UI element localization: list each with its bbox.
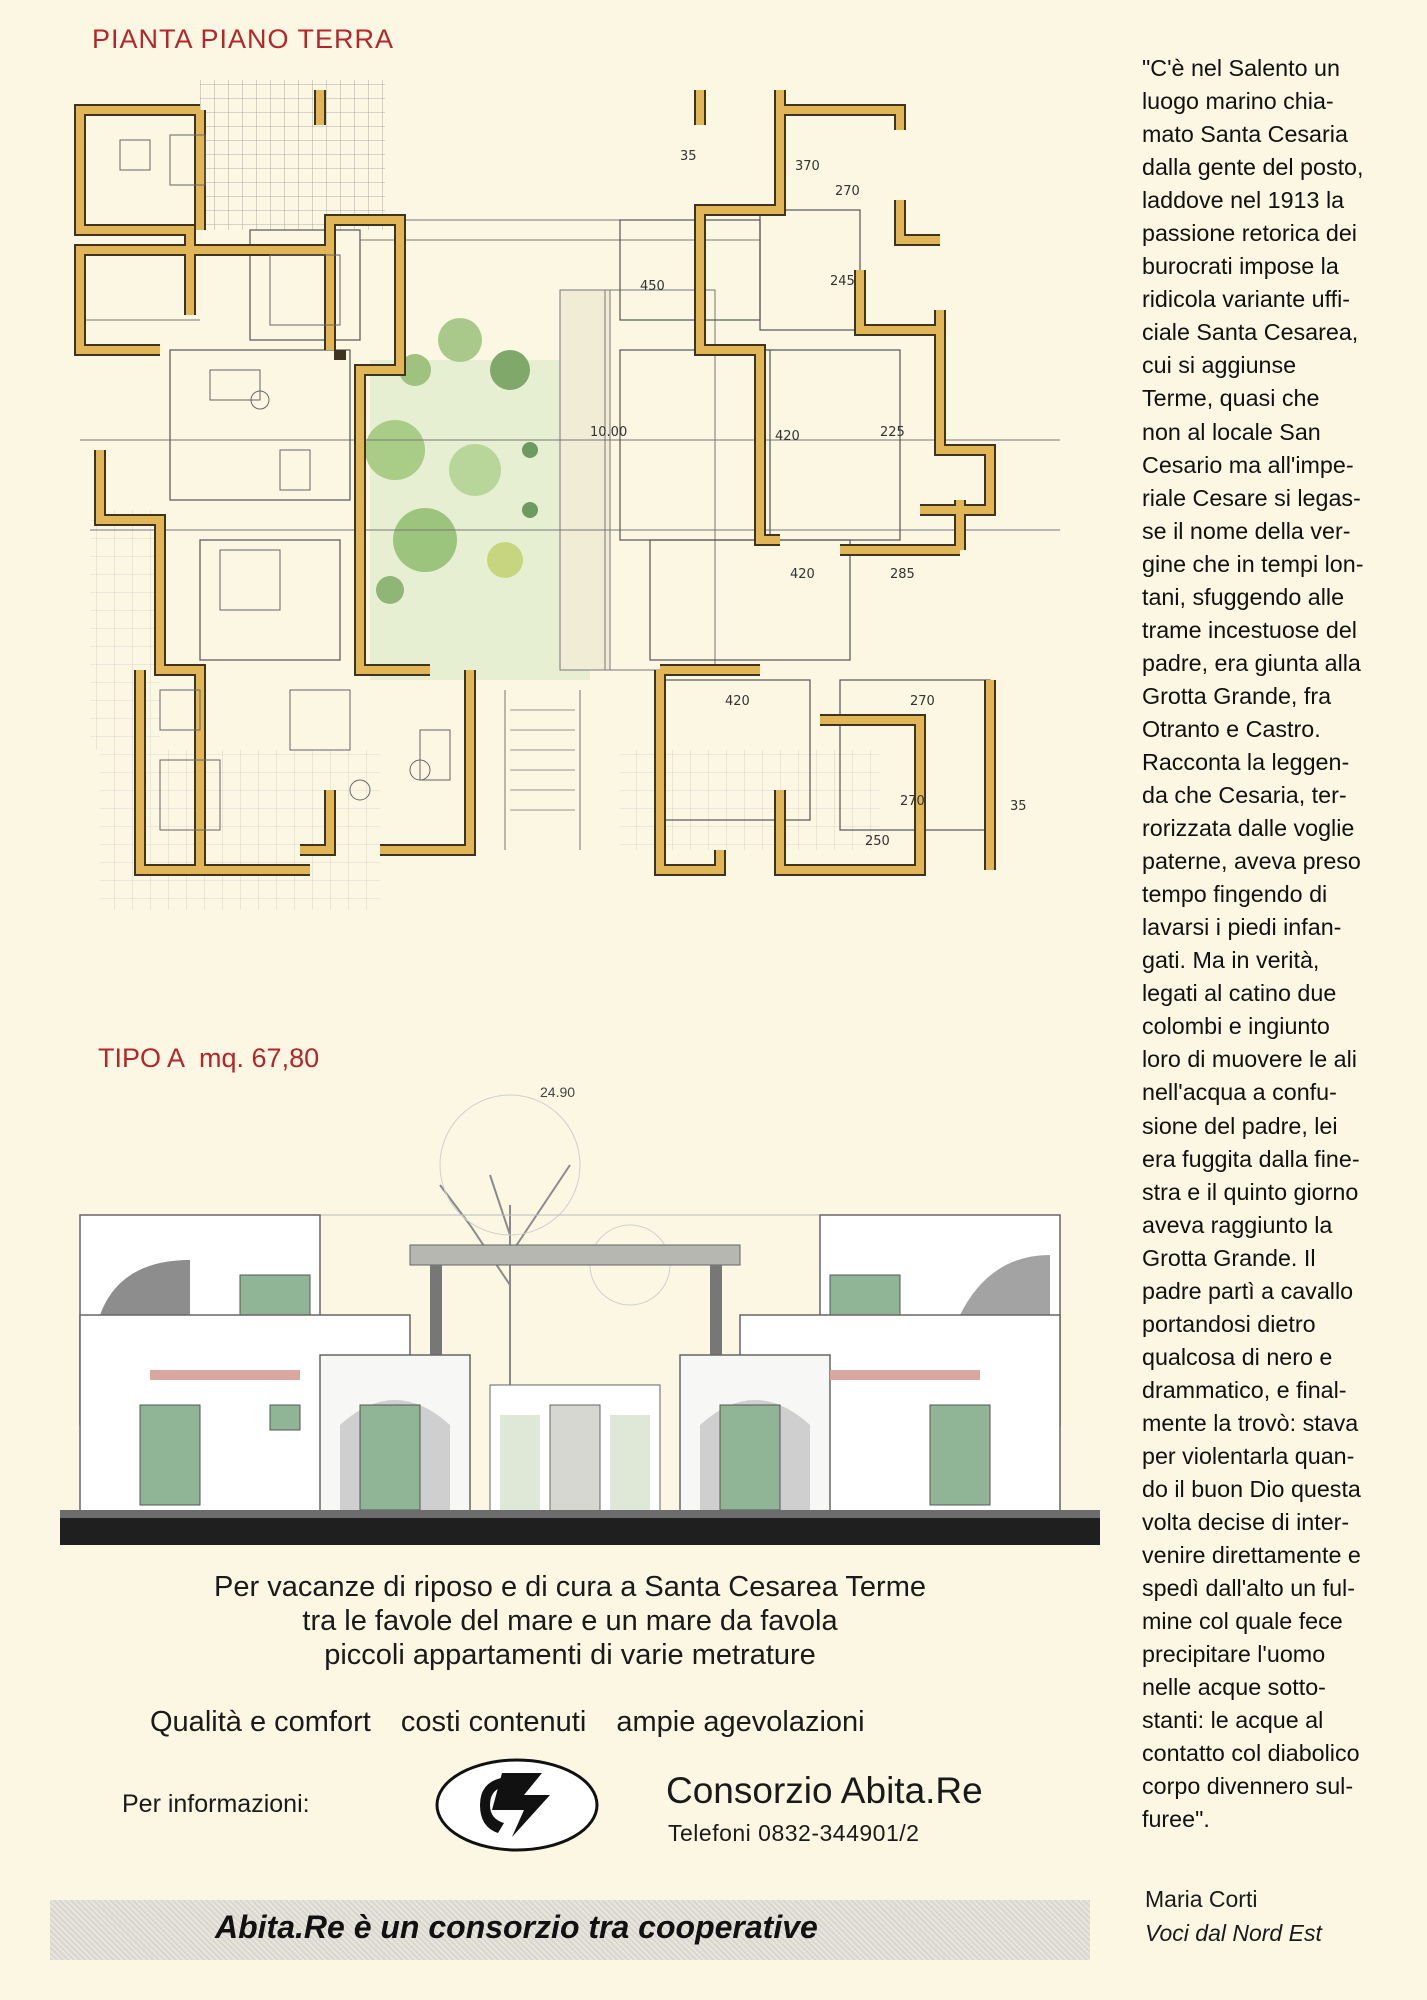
quote-line: padre partì a cavallo [1142, 1277, 1354, 1304]
dim-label: 285 [890, 567, 915, 582]
quote-line: aveva raggiunto la [1142, 1211, 1333, 1238]
quote-line: gati. Ma in verità, [1142, 947, 1320, 974]
dim-label: 225 [880, 425, 905, 440]
dim-label: 420 [775, 429, 800, 444]
dim-label: 370 [795, 159, 820, 174]
quote-work: Voci dal Nord Est [1145, 1920, 1322, 1946]
tagline-line: piccoli appartamenti di varie metrature [324, 1639, 816, 1671]
quote-line: Otranto e Castro. [1142, 715, 1321, 742]
quote-line: laddove nel 1913 la [1142, 187, 1345, 214]
quote-line: padre, era giunta alla [1142, 649, 1361, 676]
dim-label: 35 [680, 149, 697, 164]
feature-item: Qualità e comfort [150, 1706, 371, 1738]
quote-line: luogo marino chia- [1142, 88, 1334, 115]
quote-line: trame incestuose del [1142, 616, 1357, 643]
quote-line: nell'acqua a confu- [1142, 1079, 1337, 1106]
dim-label: 10.00 [590, 425, 628, 440]
quote-line: stanti: le acque al [1142, 1707, 1324, 1734]
quote-line: tani, sfuggendo alle [1142, 583, 1345, 610]
quote-line: non al locale San [1142, 418, 1321, 445]
quote-line: corpo divennero sul- [1142, 1773, 1354, 1800]
terrace-top-left [200, 80, 385, 230]
dim-label: 270 [835, 184, 860, 199]
dim-label: 245 [830, 274, 855, 289]
quote-line: Grotta Grande, fra [1142, 682, 1332, 709]
quote-line: colombi e ingiunto [1142, 1013, 1330, 1040]
quote-line: passione retorica dei [1142, 220, 1357, 247]
info-label: Per informazioni: [122, 1790, 310, 1818]
quote-line: volta decise di inter- [1142, 1509, 1350, 1536]
quote-line: qualcosa di nero e [1142, 1343, 1333, 1370]
ground-strip [60, 1515, 1100, 1545]
dim-label: 250 [865, 834, 890, 849]
quote-line: gine che in tempi lon- [1142, 550, 1364, 577]
features-list [150, 1706, 887, 1739]
feature-item: ampie agevolazioni [616, 1706, 865, 1738]
tagline-line: tra le favole del mare e un mare da favola [302, 1605, 838, 1637]
quote-line: precipitare l'uomo [1142, 1641, 1326, 1668]
quote-line: cui si aggiunse [1142, 352, 1297, 379]
quote-line: mente la trovò: stava [1142, 1409, 1359, 1436]
company-name: Consorzio Abita.Re [666, 1770, 983, 1811]
quote-line: spedì dall'alto un ful- [1142, 1575, 1355, 1602]
quote-line: venire direttamente e [1142, 1542, 1361, 1569]
quote-line: drammatico, e final- [1142, 1376, 1347, 1403]
elevation-drawing [60, 1085, 1100, 1560]
dim-label: 420 [725, 694, 750, 709]
quote-line: se il nome della ver- [1142, 517, 1351, 544]
quote-line: Grotta Grande. Il [1142, 1244, 1316, 1271]
quote-line: mine col quale fece [1142, 1608, 1343, 1635]
quote-line: tempo fingendo di [1142, 881, 1328, 908]
quote-line: burocrati impose la [1142, 253, 1339, 280]
quote-line: era fuggita dalla fine- [1142, 1145, 1360, 1172]
plan-title: PIANTA PIANO TERRA [92, 24, 395, 54]
quote-line: dalla gente del posto, [1142, 154, 1364, 181]
quote-column [1142, 52, 1414, 1837]
quote-line: contatto col diabolico [1142, 1740, 1360, 1767]
quote-line: ciale Santa Cesarea, [1142, 319, 1359, 346]
tree-illustration [440, 1095, 670, 1385]
quote-line: Racconta la leggen- [1142, 748, 1350, 775]
quote-line: "C'è nel Salento un [1142, 55, 1340, 81]
quote-author: Maria Corti [1145, 1886, 1258, 1912]
dim-label: 450 [640, 279, 665, 294]
dim-label: 35 [1010, 799, 1027, 814]
quote-line: mato Santa Cesaria [1142, 121, 1348, 148]
quote-line: nelle acque sotto- [1142, 1674, 1326, 1701]
tagline [70, 1570, 1070, 1672]
unit-area: mq. 67,80 [199, 1043, 320, 1073]
floor-plan-drawing [60, 70, 1080, 1030]
quote-line: riale Cesare si legas- [1142, 484, 1361, 511]
tagline-line: Per vacanze di riposo e di cura a Santa Cesarea Terme [214, 1571, 926, 1603]
quote-line: paterne, aveva preso [1142, 848, 1361, 875]
unit-type-label [98, 1043, 319, 1074]
quote-line: stra e il quinto giorno [1142, 1178, 1359, 1205]
dim-label: 270 [910, 694, 935, 709]
feature-item: costi contenuti [400, 1706, 587, 1738]
terrace-left [90, 510, 160, 750]
quote-line: per violentarla quan- [1142, 1442, 1355, 1469]
total-width-label: 24.90 [540, 1084, 576, 1100]
quote-line: do il buon Dio questa [1142, 1476, 1361, 1503]
consortium-logo-icon [432, 1755, 602, 1855]
quote-line: furee". [1142, 1806, 1210, 1833]
footer-slogan: Abita.Re è un consorzio tra cooperative [215, 1909, 818, 1945]
quote-line: Terme, quasi che [1142, 385, 1320, 412]
dim-label: 270 [900, 794, 925, 809]
phone-numbers: Telefoni 0832-344901/2 [668, 1820, 920, 1846]
quote-line: sione del padre, lei [1142, 1112, 1338, 1139]
quote-line: da che Cesaria, ter- [1142, 782, 1347, 809]
quote-line: Cesario ma all'impe- [1142, 451, 1354, 478]
quote-line: lavarsi i piedi infan- [1142, 914, 1342, 941]
dim-label: 420 [790, 567, 815, 582]
quote-line: loro di muovere le ali [1142, 1046, 1357, 1073]
quote-attribution [1145, 1882, 1322, 1950]
unit-type: TIPO A [98, 1043, 186, 1073]
quote-line: ridicola variante uffi- [1142, 286, 1351, 313]
quote-line: legati al catino due [1142, 980, 1337, 1007]
quote-line: rorizzata dalle voglie [1142, 815, 1355, 842]
quote-line: portandosi dietro [1142, 1310, 1316, 1337]
